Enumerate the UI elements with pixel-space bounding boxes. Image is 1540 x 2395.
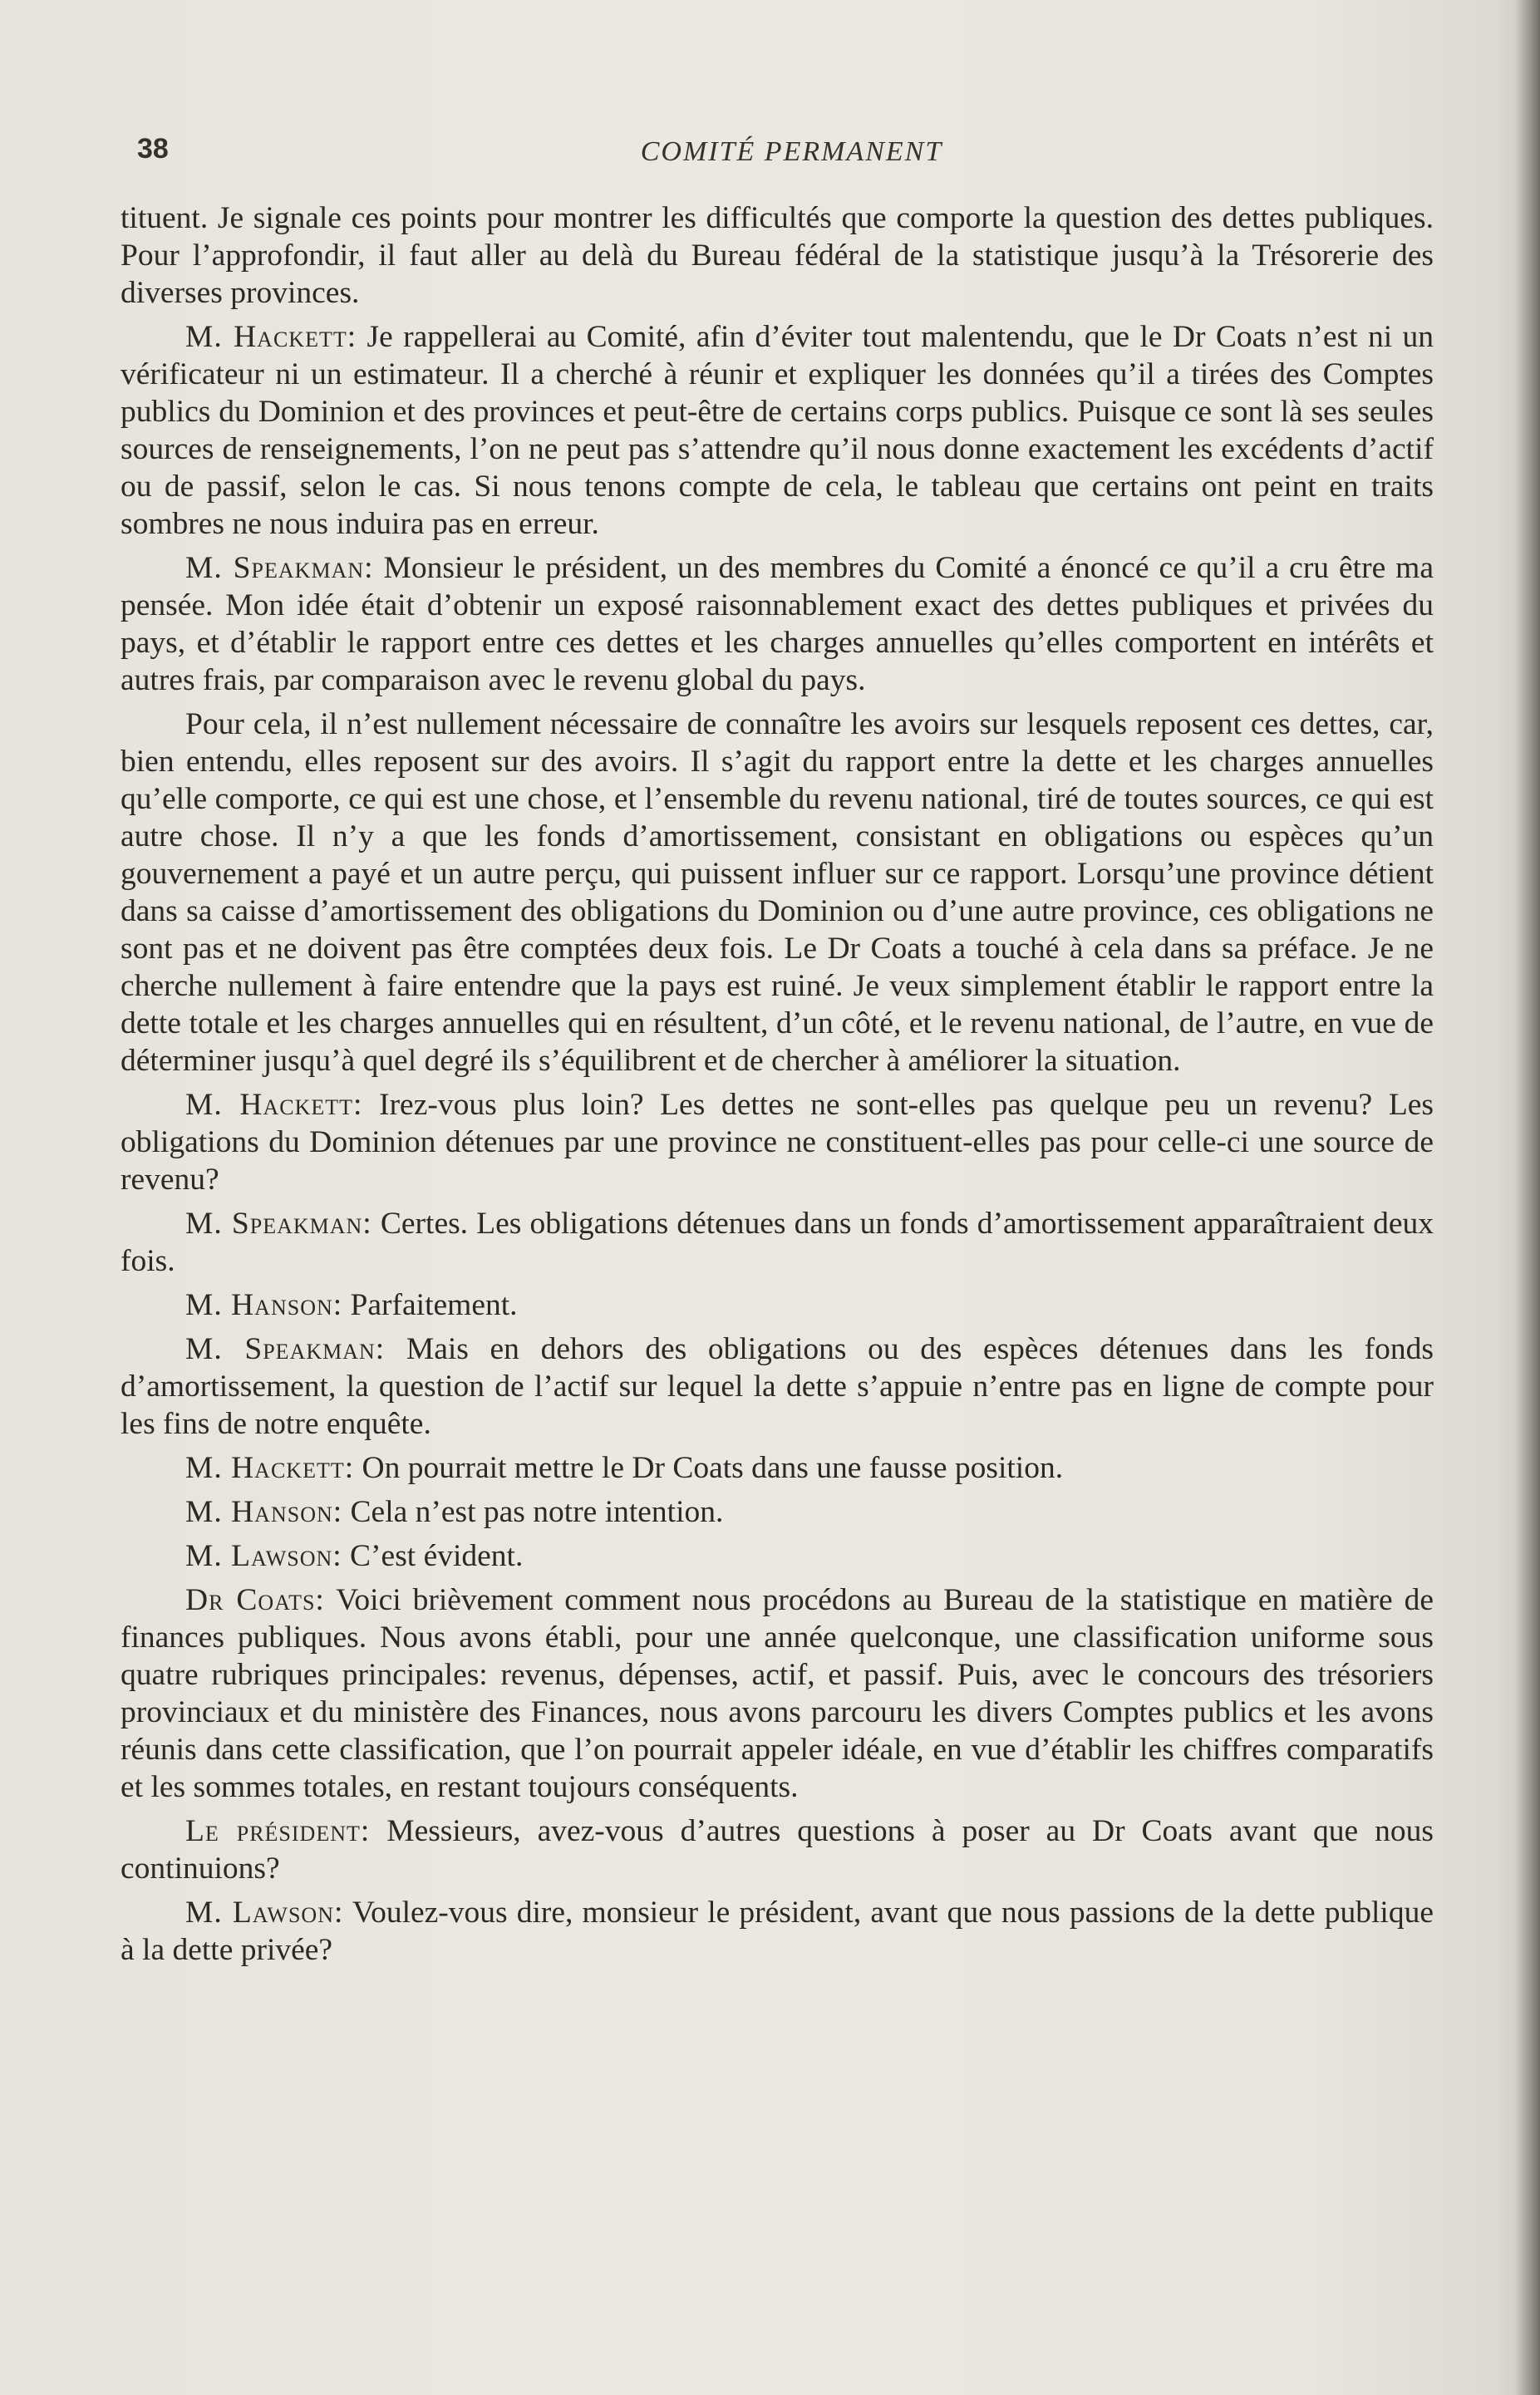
paragraph xyxy=(121,318,1434,543)
speaker-name: Le président: xyxy=(185,1814,371,1848)
paragraph-text: Monsieur le président, un des membres du Comité a énoncé ce qu’il a cru être ma pensée. Mon idée était d’obtenir un exposé raisonnablement exact des dettes publiques et privées du pays, et d’établir le rapport entre ces dettes et les charges annuelles qu’elles comportent en intérêts et autres frais, par comparaison avec le revenu global du pays. xyxy=(121,551,1434,697)
paragraph xyxy=(121,549,1434,699)
speaker-name: M. Hanson: xyxy=(185,1288,343,1322)
speaker-name: M. Lawson: xyxy=(185,1539,342,1573)
paragraph-text: Cela n’est pas notre intention. xyxy=(342,1495,724,1529)
paragraph-text: On pourrait mettre le Dr Coats dans une fausse position. xyxy=(354,1451,1064,1485)
paragraph xyxy=(121,1537,1434,1575)
speaker-name: Dr Coats: xyxy=(185,1583,325,1617)
paragraph-text: tituent. Je signale ces points pour montrer les difficultés que comporte la question des dettes publiques. Pour l’approfondir, il faut aller au delà du Bureau fédéral de la statistique jusqu’à la Trésorerie des diverses provinces. xyxy=(121,201,1434,310)
paragraph xyxy=(121,1493,1434,1531)
speaker-name: M. Hanson: xyxy=(185,1495,343,1529)
speaker-name: M. Hackett: xyxy=(185,1088,363,1122)
paragraph-text: Parfaitement. xyxy=(342,1288,518,1322)
paragraph-text: Certes. Les obligations détenues dans un fonds d’amortissement apparaîtraient deux fois. xyxy=(121,1207,1434,1278)
speaker-name: M. Speakman: xyxy=(185,1207,372,1241)
paragraph xyxy=(121,706,1434,1079)
paragraph-text: C’est évident. xyxy=(342,1539,524,1573)
page-number: 38 xyxy=(137,133,169,165)
paragraph-text: Irez-vous plus loin? Les dettes ne sont-elles pas quelque peu un revenu? Les obligations du Dominion détenues par une province ne constituent-elles pas pour celle-ci une source de revenu? xyxy=(121,1088,1434,1197)
paragraph-text: Je rappellerai au Comité, afin d’éviter tout malentendu, que le Dr Coats n’est ni un vérificateur ni un estimateur. Il a cherché à réunir et expliquer les données qu’il a tirées des Comptes publics du Dominion et des provinces et peut-être de certains corps publics. Puisque ce sont là ses seules sources de renseignements, l’on ne peut pas s’attendre qu’il nous donne exactement les excédents d’actif ou de passif, selon le cas. Si nous tenons compte de cela, le tableau que certains ont peint en traits sombres ne nous induira pas en erreur. xyxy=(121,320,1434,541)
paragraph-text: Messieurs, avez-vous d’autres questions à poser au Dr Coats avant que nous continuions? xyxy=(121,1814,1434,1886)
body-text xyxy=(121,199,1434,1969)
paragraph xyxy=(121,1581,1434,1806)
speaker-name: M. Hackett: xyxy=(185,320,357,354)
paragraph-text: Pour cela, il n’est nullement nécessaire de connaître les avoirs sur lesquels reposent ces dettes, car, bien entendu, elles reposent sur des avoirs. Il s’agit du rapport entre la dette et les charges annuelles qu’elle comporte, ce qui est une chose, et l’ensemble du revenu national, tiré de toutes sources, ce qui est autre chose. Il n’y a que les fonds d’amortissement, consistant en obligations ou espèces qu’un gouvernement a payé et un autre perçu, qui puissent influer sur ce rapport. Lorsqu’une province détient dans sa caisse d’amortissement des obligations du Dominion ou d’une autre province, ces obligations ne sont pas et ne doivent pas être comptées deux fois. Le Dr Coats a touché à cela dans sa préface. Je ne cherche nullement à faire entendre que la pays est ruiné. Je veux simplement établir le rapport entre la dette totale et les charges annuelles qui en résultent, d’un côté, et le revenu national, de l’autre, en vue de déterminer jusqu’à quel degré ils s’équilibrent et de chercher à améliorer la situation. xyxy=(121,707,1434,1078)
paragraph xyxy=(121,199,1434,312)
running-title: COMITÉ PERMANENT xyxy=(640,136,943,167)
speaker-name: M. Lawson: xyxy=(185,1896,344,1930)
paragraph xyxy=(121,1330,1434,1443)
paragraph xyxy=(121,1286,1434,1324)
paragraph-text: Voici brièvement comment nous procédons au Bureau de la statistique en matière de finances publiques. Nous avons établi, pour une année quelconque, une classification uniforme sous quatre rubriques principales: revenus, dépenses, actif, et passif. Puis, avec le concours des trésoriers provinciaux et du ministère des Finances, nous avons parcouru les divers Comptes publics et les avons réunis dans cette classification, que l’on pourrait appeler idéale, en vue d’établir les chiffres comparatifs et les sommes totales, en restant toujours conséquents. xyxy=(121,1583,1434,1804)
paragraph-text: Voulez-vous dire, monsieur le président, avant que nous passions de la dette publique à la dette privée? xyxy=(121,1896,1434,1967)
page-edge-shadow xyxy=(1515,0,1540,2395)
speaker-name: M. Speakman: xyxy=(185,1332,386,1366)
page-header xyxy=(137,133,1446,183)
paragraph xyxy=(121,1449,1434,1487)
paragraph xyxy=(121,1894,1434,1969)
speaker-name: M. Speakman: xyxy=(185,551,374,585)
paragraph-text: Mais en dehors des obligations ou des espèces détenues dans les fonds d’amortissement, la question de l’actif sur lequel la dette s’appuie n’entre pas en ligne de compte pour les fins de notre enquête. xyxy=(121,1332,1434,1441)
paragraph xyxy=(121,1205,1434,1280)
speaker-name: M. Hackett: xyxy=(185,1451,355,1485)
paragraph xyxy=(121,1812,1434,1887)
paragraph xyxy=(121,1086,1434,1198)
